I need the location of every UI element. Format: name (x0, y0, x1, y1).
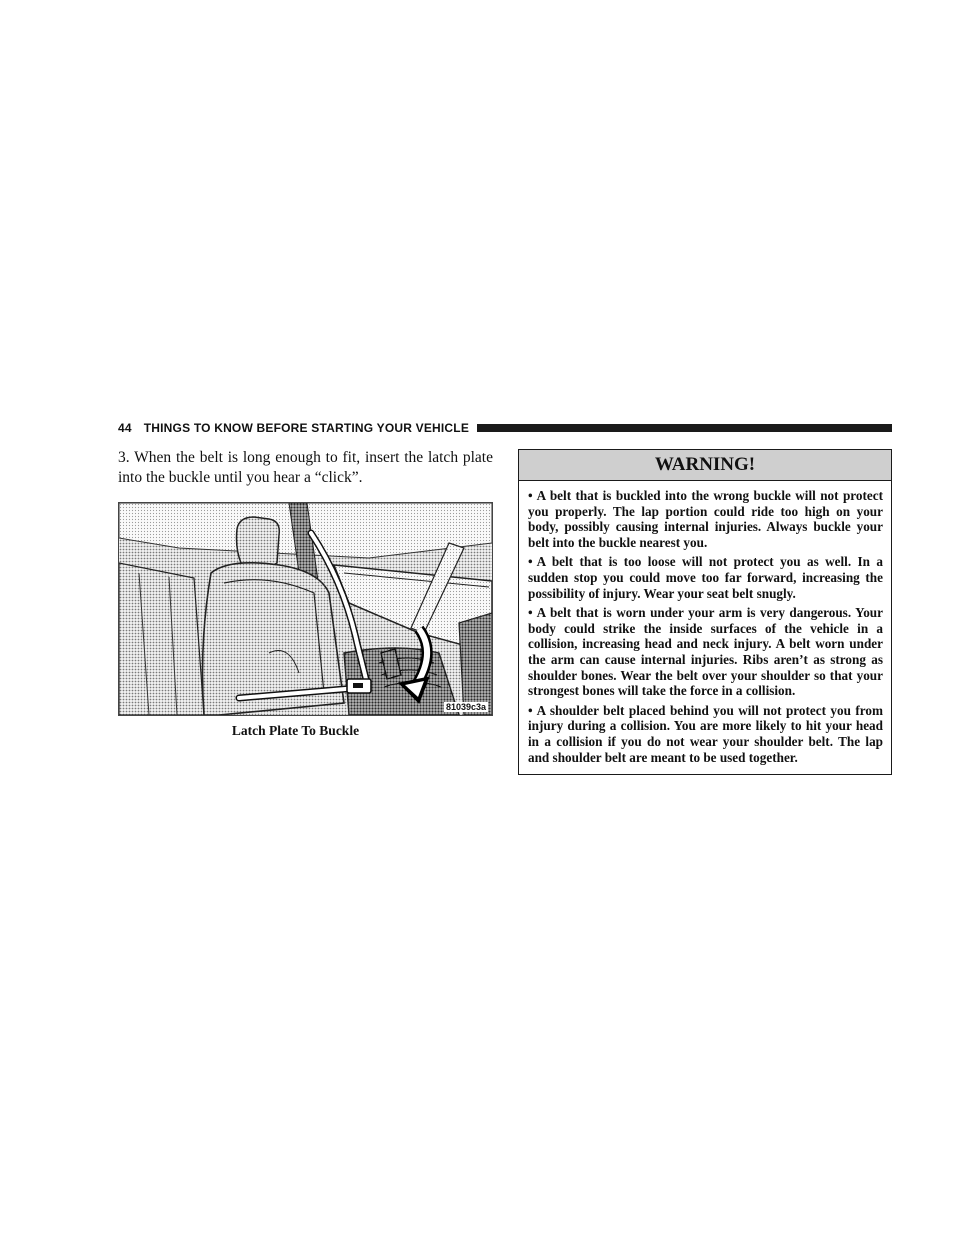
left-column (118, 448, 493, 739)
figure-caption: Latch Plate To Buckle (231, 723, 360, 738)
page-header (118, 418, 892, 438)
bullet-icon: • (528, 554, 533, 570)
bullet-icon: • (528, 702, 533, 718)
warning-item (528, 488, 883, 550)
warning-item (528, 605, 883, 699)
latch-plate-illustration (118, 502, 493, 716)
bullet-icon: • (528, 605, 533, 621)
seat-belt-drawing (119, 503, 492, 715)
warning-item-text: A belt that is worn under your arm is very dangerous. Your body could strike the inside surfaces of the vehicle in a collision, increasing head and neck injury. A belt worn under the arm can cause internal injuries. Ribs aren’t as strong as shoulder bones. Wear the belt over your shoulder so that your strongest bones will take the force in a collision. (528, 605, 883, 699)
bullet-icon: • (528, 488, 533, 503)
section-title: THINGS TO KNOW BEFORE STARTING YOUR VEHICLE (143, 421, 470, 435)
warning-body (519, 481, 891, 774)
warning-item (528, 703, 883, 765)
page-number: 44 (118, 421, 132, 435)
warning-item-text: A shoulder belt placed behind you will not protect you from injury during a collision. You are more likely to hit your head in a collision if you do not wear your shoulder belt. The lap and shoulder belt are meant to be used together. (528, 702, 883, 765)
warning-item (528, 554, 883, 601)
warning-box (518, 449, 892, 775)
warning-item-text: A belt that is buckled into the wrong buckle will not protect you properly. The lap portion could ride too high on your body, possibly causing internal injuries. Always buckle your belt into the buckle nearest you. (528, 488, 883, 550)
figure-code: 81039c3a (445, 702, 486, 712)
step-3-text: 3. When the belt is long enough to fit, insert the latch plate into the buckle until you hear a “click”. (118, 449, 493, 486)
warning-title: WARNING! (519, 450, 891, 481)
warning-item-text: A belt that is too loose will not protect you as well. In a sudden stop you could move too far forward, increasing the possibility of injury. Wear your seat belt snugly. (528, 554, 883, 601)
header-rule (477, 424, 892, 432)
